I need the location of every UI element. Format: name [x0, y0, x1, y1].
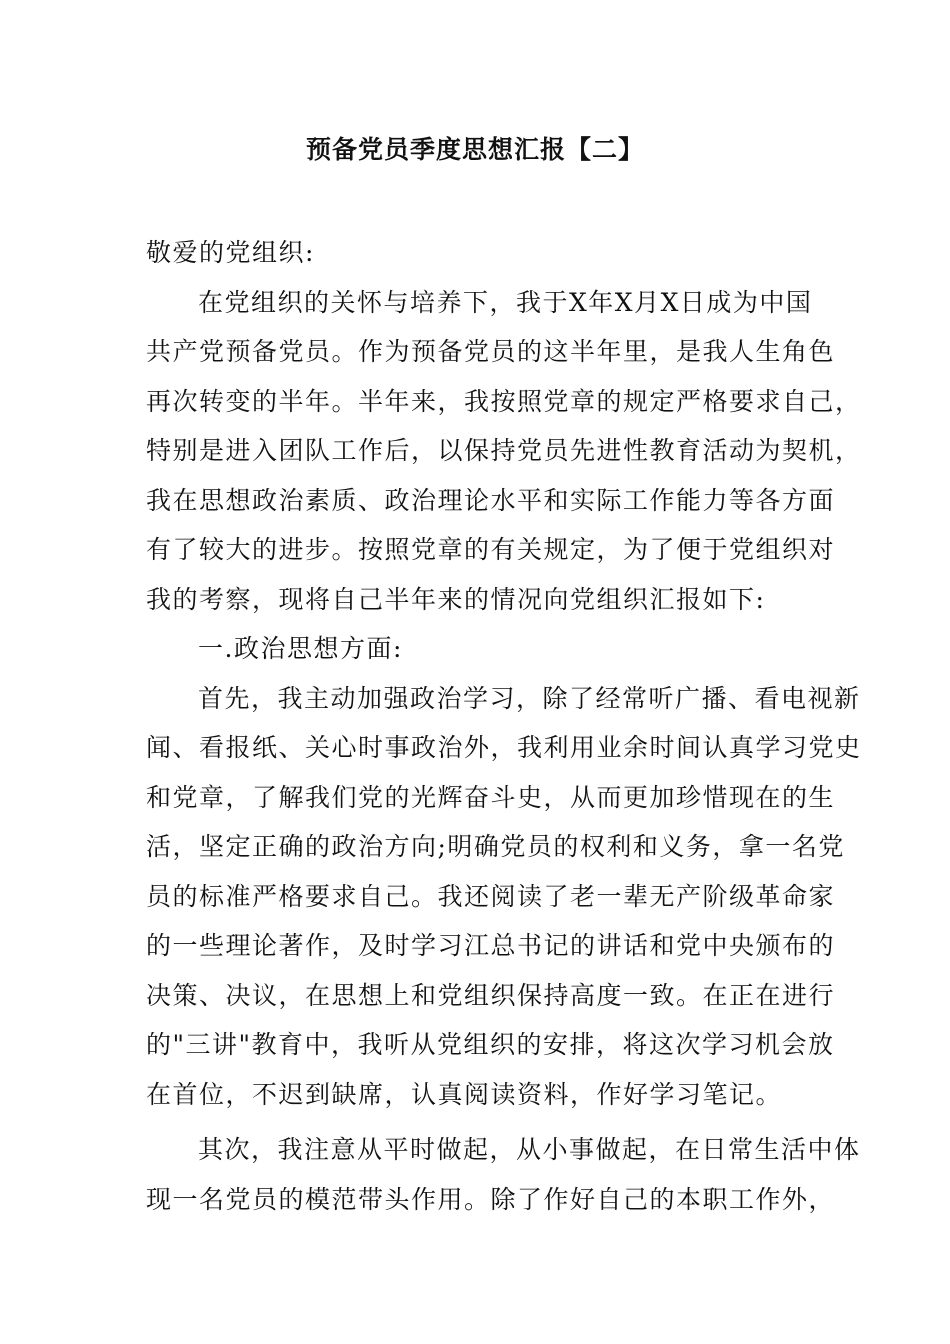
text-line: 有了较大的进步。按照党章的有关规定，为了便于党组织对 — [146, 535, 836, 564]
text-line: 首先，我主动加强政治学习，除了经常听广播、看电视新 — [198, 683, 861, 713]
text-line: 我的考察，现将自己半年来的情况向党组织汇报如下: — [146, 584, 766, 614]
text-line: 决策、决议，在思想上和党组织保持高度一致。在正在进行 — [146, 980, 836, 1010]
text-line: 的一些理论著作，及时学习江总书记的讲话和党中央颁布的 — [146, 931, 836, 960]
text-line: 我在思想政治素质、政治理论水平和实际工作能力等各方面 — [146, 485, 836, 515]
text-line: 共产党预备党员。作为预备党员的这半年里，是我人生角色 — [146, 337, 836, 366]
salutation: 敬爱的党组织: — [146, 238, 315, 267]
paragraph-2 — [146, 674, 862, 1120]
text-line: 现一名党员的模范带头作用。除了作好自己的本职工作外， — [146, 1184, 836, 1214]
text-line: 再次转变的半年。半年来，我按照党章的规定严格要求自己， — [146, 386, 862, 416]
document-body — [146, 228, 862, 1224]
text-line: 闻、看报纸、关心时事政治外，我利用业余时间认真学习党史 — [146, 733, 862, 762]
section-heading: 一.政治思想方面: — [198, 634, 403, 663]
text-line: 在首位，不迟到缺席，认真阅读资料，作好学习笔记。 — [146, 1079, 783, 1109]
text-line: 其次，我注意从平时做起，从小事做起，在日常生活中体 — [198, 1135, 861, 1164]
text-line: 的"三讲"教育中，我听从党组织的安排，将这次学习机会放 — [146, 1030, 835, 1059]
paragraph-1 — [146, 278, 862, 625]
text-line: 员的标准严格要求自己。我还阅读了老一辈无产阶级革命家 — [146, 881, 836, 911]
text-line: 和党章，了解我们党的光辉奋斗史，从而更加珍惜现在的生 — [146, 782, 836, 812]
text-line: 特别是进入团队工作后，以保持党员先进性教育活动为契机， — [146, 436, 862, 465]
text-line: 在党组织的关怀与培养下，我于X年X月X日成为中国 — [198, 287, 813, 317]
text-line: 活，坚定正确的政治方向;明确党员的权利和义务，拿一名党 — [146, 832, 845, 861]
paragraph-3 — [146, 1125, 861, 1224]
document-title: 预备党员季度思想汇报【二】 — [305, 135, 644, 164]
